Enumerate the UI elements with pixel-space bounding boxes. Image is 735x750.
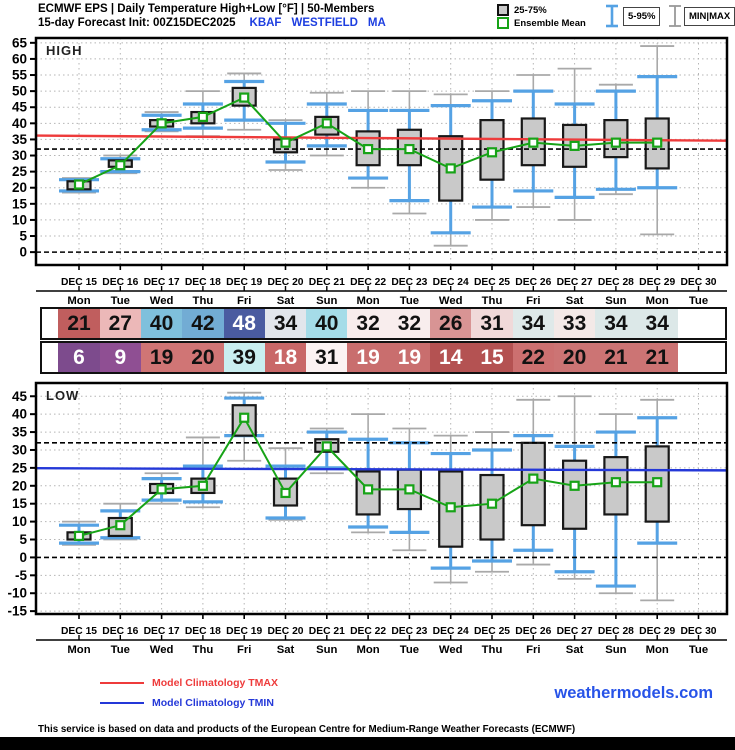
legend-minmax-label: MIN|MAX bbox=[684, 7, 735, 26]
weekday-label: Tue bbox=[399, 644, 420, 656]
ensemble-mean-marker bbox=[653, 478, 661, 486]
legend-mean-label: Ensemble Mean bbox=[514, 17, 586, 29]
ensemble-mean-marker bbox=[653, 139, 661, 147]
y-tick-label: -15 bbox=[7, 603, 27, 619]
date-label: DEC 25 bbox=[473, 626, 511, 637]
high-chart bbox=[12, 35, 727, 307]
weekday-label: Sat bbox=[565, 295, 584, 307]
low-temp-cell: 6 bbox=[58, 343, 99, 372]
y-tick-label: 50 bbox=[11, 83, 27, 99]
y-tick-label: 0 bbox=[19, 549, 27, 565]
legend-whisker-label: 5-95% bbox=[623, 7, 660, 26]
ensemble-mean-marker bbox=[571, 482, 579, 490]
low-temp-cell: 9 bbox=[100, 343, 141, 372]
date-label: DEC 15 bbox=[60, 277, 98, 288]
tmax-legend-label: Model Climatology TMAX bbox=[152, 677, 278, 689]
high-temp-cell: 34 bbox=[513, 309, 554, 338]
high-temp-cell: 48 bbox=[224, 309, 265, 338]
weekday-label: Mon bbox=[356, 295, 380, 307]
y-tick-label: 30 bbox=[11, 148, 27, 164]
date-label: DEC 20 bbox=[267, 626, 304, 637]
y-tick-label: -5 bbox=[14, 567, 27, 583]
ensemble-mean-marker bbox=[282, 139, 290, 147]
date-label: DEC 22 bbox=[350, 626, 387, 637]
y-tick-label: 25 bbox=[11, 460, 27, 476]
weekday-label: Mon bbox=[356, 644, 380, 656]
weekday-label: Sat bbox=[276, 295, 295, 307]
date-label: DEC 23 bbox=[391, 626, 428, 637]
init-label: 15-day Forecast Init: 00Z15DEC2025 bbox=[38, 16, 236, 29]
high-temp-cell: 33 bbox=[554, 309, 595, 338]
weekday-label: Fri bbox=[526, 295, 541, 307]
legend-box-label: 25-75% bbox=[514, 4, 547, 16]
date-label: DEC 17 bbox=[143, 626, 180, 637]
weekday-label: Tue bbox=[688, 644, 709, 656]
station-id: KBAF bbox=[249, 16, 282, 29]
station-state: MA bbox=[367, 16, 386, 29]
weekday-label: Wed bbox=[438, 644, 463, 656]
low-temp-cell: 14 bbox=[430, 343, 471, 372]
low-temp-cell: 18 bbox=[265, 343, 306, 372]
date-label: DEC 28 bbox=[597, 277, 634, 288]
ensemble-mean-marker bbox=[158, 485, 166, 493]
low-temp-cell: 19 bbox=[141, 343, 182, 372]
y-tick-label: 0 bbox=[19, 244, 27, 260]
low-temp-cell: 39 bbox=[224, 343, 265, 372]
ensemble-mean-marker bbox=[240, 94, 248, 102]
weekday-label: Thu bbox=[192, 295, 214, 307]
y-tick-label: 10 bbox=[11, 212, 27, 228]
y-tick-label: 20 bbox=[11, 478, 27, 494]
weekday-label: Thu bbox=[481, 644, 503, 656]
date-label: DEC 21 bbox=[308, 626, 345, 637]
weekday-label: Tue bbox=[688, 295, 709, 307]
date-label: DEC 24 bbox=[432, 277, 469, 288]
date-label: DEC 19 bbox=[226, 277, 263, 288]
weekday-label: Tue bbox=[110, 644, 130, 656]
weekday-label: Mon bbox=[67, 644, 91, 656]
ensemble-mean-marker bbox=[199, 113, 207, 121]
weekday-label: Wed bbox=[438, 295, 463, 307]
ensemble-mean-marker bbox=[447, 503, 455, 511]
date-label: DEC 27 bbox=[556, 626, 593, 637]
high-temp-cell: 34 bbox=[637, 309, 678, 338]
low-chart bbox=[7, 383, 727, 656]
low-temp-cell: 31 bbox=[306, 343, 347, 372]
date-label: DEC 15 bbox=[60, 626, 98, 637]
ensemble-mean-marker bbox=[75, 532, 83, 540]
ensemble-mean-marker bbox=[323, 119, 331, 127]
date-label: DEC 17 bbox=[143, 277, 180, 288]
date-label: DEC 30 bbox=[680, 626, 717, 637]
high-temp-cell: 40 bbox=[141, 309, 182, 338]
ensemble-mean-marker bbox=[199, 482, 207, 490]
date-label: DEC 24 bbox=[432, 626, 469, 637]
date-label: DEC 26 bbox=[515, 626, 552, 637]
y-tick-label: 40 bbox=[11, 115, 27, 131]
weekday-label: Fri bbox=[236, 295, 252, 307]
weekday-label: Fri bbox=[236, 644, 252, 656]
y-tick-label: 35 bbox=[11, 131, 27, 147]
ensemble-mean-marker bbox=[571, 142, 579, 150]
high-temp-cell: 31 bbox=[471, 309, 512, 338]
weekday-label: Thu bbox=[481, 295, 503, 307]
weekday-label: Sun bbox=[316, 644, 338, 656]
low-temp-row bbox=[40, 341, 727, 374]
ensemble-mean-marker bbox=[488, 500, 496, 508]
low-temp-cell: 21 bbox=[595, 343, 636, 372]
y-tick-label: 60 bbox=[11, 51, 27, 67]
date-label: DEC 20 bbox=[267, 277, 304, 288]
weekday-label: Tue bbox=[110, 295, 130, 307]
low-temp-cell: 19 bbox=[389, 343, 430, 372]
date-label: DEC 23 bbox=[391, 277, 428, 288]
ensemble-mean-marker bbox=[282, 489, 290, 497]
y-tick-label: 65 bbox=[11, 35, 27, 51]
date-label: DEC 22 bbox=[350, 277, 387, 288]
weekday-label: Mon bbox=[645, 644, 669, 656]
date-label: DEC 29 bbox=[639, 277, 676, 288]
ensemble-mean-marker bbox=[612, 139, 620, 147]
page-title: ECMWF EPS | Daily Temperature High+Low [°F] | 50-Members bbox=[38, 3, 375, 15]
ensemble-mean-marker bbox=[116, 521, 124, 529]
date-label: DEC 16 bbox=[102, 277, 139, 288]
ensemble-mean-marker bbox=[447, 164, 455, 172]
weekday-label: Wed bbox=[149, 295, 174, 307]
y-tick-label: 55 bbox=[11, 67, 27, 83]
y-tick-label: 15 bbox=[11, 196, 27, 212]
low-temp-cell: 19 bbox=[347, 343, 388, 372]
weekday-label: Sat bbox=[565, 644, 584, 656]
high-temp-cell: 32 bbox=[347, 309, 388, 338]
high-temp-cell: 32 bbox=[389, 309, 430, 338]
ensemble-mean-marker bbox=[116, 161, 124, 169]
panel-title: LOW bbox=[46, 388, 80, 403]
high-temp-cell: 27 bbox=[100, 309, 141, 338]
weekday-label: Sun bbox=[605, 644, 627, 656]
tmin-legend-label: Model Climatology TMIN bbox=[152, 697, 274, 709]
date-label: DEC 18 bbox=[184, 626, 221, 637]
weekday-label: Sun bbox=[605, 295, 627, 307]
ensemble-mean-marker bbox=[158, 119, 166, 127]
ensemble-mean-marker bbox=[529, 139, 537, 147]
high-temp-cell: 42 bbox=[182, 309, 223, 338]
y-tick-label: 30 bbox=[11, 442, 27, 458]
date-label: DEC 30 bbox=[680, 277, 717, 288]
ensemble-mean-marker bbox=[488, 148, 496, 156]
date-label: DEC 29 bbox=[639, 626, 676, 637]
low-temp-cell: 15 bbox=[471, 343, 512, 372]
ensemble-mean-marker bbox=[364, 485, 372, 493]
y-tick-label: 10 bbox=[11, 514, 27, 530]
high-temp-cell: 21 bbox=[58, 309, 99, 338]
weekday-label: Sun bbox=[316, 295, 338, 307]
y-tick-label: 45 bbox=[11, 388, 27, 404]
weekday-label: Fri bbox=[526, 644, 541, 656]
station-name: WESTFIELD bbox=[291, 16, 358, 29]
ensemble-mean-marker bbox=[529, 475, 537, 483]
tmin-line-icon bbox=[100, 702, 144, 704]
y-tick-label: -10 bbox=[7, 585, 27, 601]
disclaimer-text: This service is based on data and products of the European Centre for Medium-Range Weather Forecasts (ECMWF) bbox=[38, 724, 576, 735]
weekday-label: Mon bbox=[645, 295, 669, 307]
ensemble-mean-marker bbox=[405, 145, 413, 153]
ensemble-mean-marker bbox=[612, 478, 620, 486]
weekday-label: Sat bbox=[276, 644, 295, 656]
date-label: DEC 27 bbox=[556, 277, 593, 288]
high-temp-cell: 34 bbox=[265, 309, 306, 338]
y-tick-label: 15 bbox=[11, 496, 27, 512]
ensemble-mean-marker bbox=[323, 442, 331, 450]
date-label: DEC 26 bbox=[515, 277, 552, 288]
high-temp-cell: 40 bbox=[306, 309, 347, 338]
ensemble-mean-marker bbox=[240, 414, 248, 422]
low-temp-cell: 21 bbox=[637, 343, 678, 372]
date-label: DEC 21 bbox=[308, 277, 345, 288]
ensemble-mean-marker bbox=[75, 181, 83, 189]
y-tick-label: 5 bbox=[19, 228, 27, 244]
y-tick-label: 35 bbox=[11, 424, 27, 440]
y-tick-label: 40 bbox=[11, 406, 27, 422]
date-label: DEC 25 bbox=[473, 277, 511, 288]
y-tick-label: 45 bbox=[11, 99, 27, 115]
high-temp-cell: 26 bbox=[430, 309, 471, 338]
date-label: DEC 28 bbox=[597, 626, 634, 637]
weekday-label: Wed bbox=[149, 644, 174, 656]
weathermodels-link[interactable]: weathermodels.com bbox=[554, 684, 713, 702]
high-temp-row bbox=[40, 307, 727, 340]
y-tick-label: 20 bbox=[11, 180, 27, 196]
weekday-label: Thu bbox=[192, 644, 214, 656]
low-temp-cell: 20 bbox=[182, 343, 223, 372]
date-label: DEC 18 bbox=[184, 277, 221, 288]
tmax-line-icon bbox=[100, 682, 144, 684]
weekday-label: Tue bbox=[399, 295, 420, 307]
y-tick-label: 25 bbox=[11, 164, 27, 180]
date-label: DEC 19 bbox=[226, 626, 263, 637]
bottom-bar bbox=[0, 737, 735, 750]
ensemble-mean-marker bbox=[405, 485, 413, 493]
weekday-label: Mon bbox=[67, 295, 91, 307]
low-temp-cell: 22 bbox=[513, 343, 554, 372]
y-tick-label: 5 bbox=[19, 532, 27, 548]
ensemble-mean-marker bbox=[364, 145, 372, 153]
low-temp-cell: 20 bbox=[554, 343, 595, 372]
high-temp-cell: 34 bbox=[595, 309, 636, 338]
panel-title: HIGH bbox=[46, 43, 83, 58]
date-label: DEC 16 bbox=[102, 626, 139, 637]
